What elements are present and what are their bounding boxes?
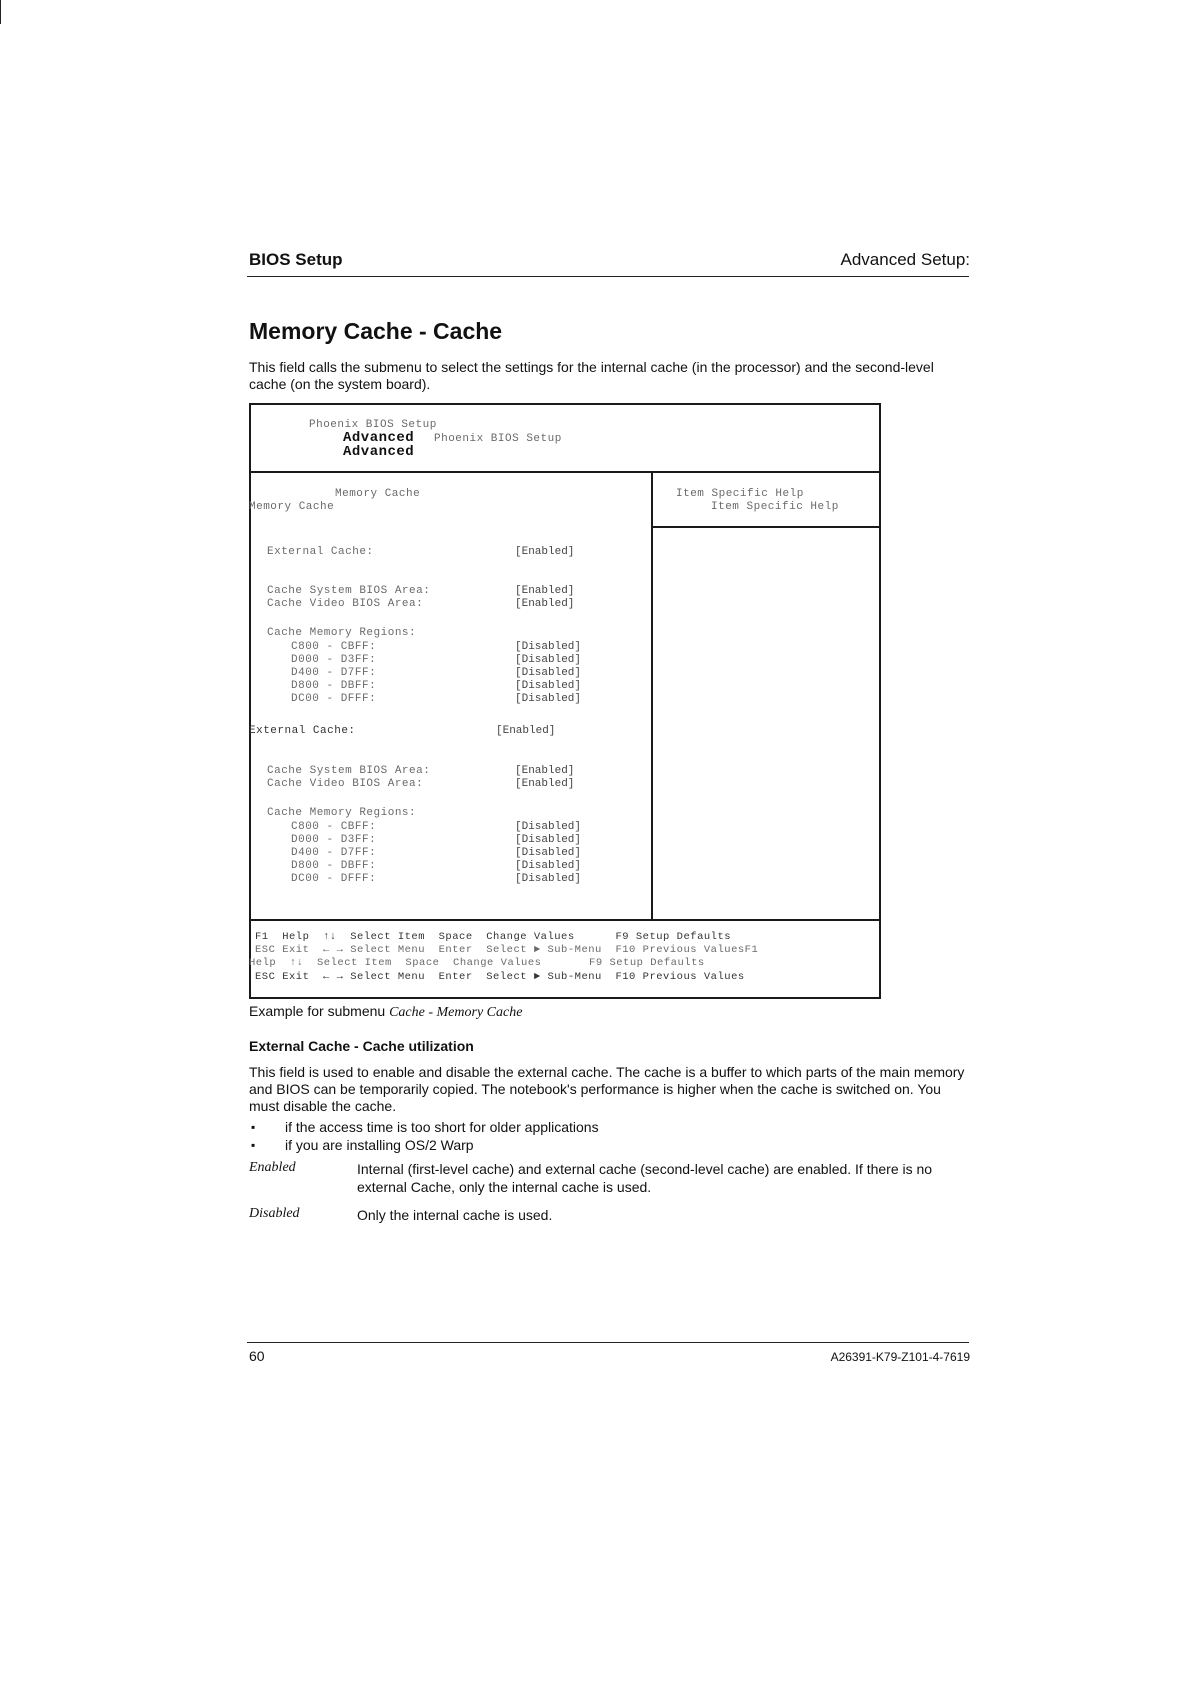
bios-region-range: D800 - DBFF:: [291, 680, 377, 692]
bios-cache-system-bios-value[interactable]: [Enabled]: [515, 765, 575, 777]
bios-help-header: Item Specific Help: [676, 488, 804, 500]
bios-cache-video-bios-value[interactable]: [Enabled]: [515, 778, 575, 790]
bios-cache-system-bios-label: Cache System BIOS Area:: [267, 765, 431, 777]
bios-key-legend-line: ESC Exit ← → Select Menu Enter Select ► Sub-Menu F10 Previous ValuesF1: [255, 944, 759, 956]
bios-external-cache-label: External Cache:: [249, 725, 356, 737]
bios-cache-video-bios-label: Cache Video BIOS Area:: [267, 598, 424, 610]
footer-rule: [247, 1342, 969, 1343]
bios-region-range: C800 - CBFF:: [291, 641, 377, 653]
bios-region-value[interactable]: [Disabled]: [515, 667, 582, 679]
bios-region-range: D400 - D7FF:: [291, 667, 377, 679]
bios-region-range: DC00 - DFFF:: [291, 693, 377, 705]
section-title: Memory Cache - Cache: [249, 318, 503, 344]
bios-tab-advanced: Advanced: [343, 430, 415, 446]
intro-paragraph: This field calls the submenu to select the settings for the internal cache (in the processor) and the second-level cache (on the system board).: [249, 359, 934, 392]
bios-column-divider: [651, 471, 653, 919]
running-header-left: BIOS Setup: [249, 250, 343, 269]
bios-region-range: D000 - D3FF:: [291, 654, 377, 666]
bios-cache-video-bios-label: Cache Video BIOS Area:: [267, 778, 424, 790]
caption-italic: Cache - Memory Cache: [389, 1005, 523, 1020]
body-paragraph: This field is used to enable and disable the external cache. The cache is a buffer to which parts of the main memory and BIOS can be temporarily copied. The notebook's performance is higher when the cache is switched on. You must disable the cache.: [249, 1064, 965, 1114]
bios-help-divider: [651, 526, 881, 528]
bios-region-range: D000 - D3FF:: [291, 834, 377, 846]
bios-cache-system-bios-value[interactable]: [Enabled]: [515, 585, 575, 597]
page-number: 60: [249, 1348, 265, 1364]
bios-cache-video-bios-value[interactable]: [Enabled]: [515, 598, 575, 610]
option-term-disabled: Disabled: [249, 1206, 300, 1221]
bios-cache-system-bios-label: Cache System BIOS Area:: [267, 585, 431, 597]
bios-external-cache-value[interactable]: [Enabled]: [496, 725, 556, 737]
bios-submenu-title: Memory Cache: [335, 488, 421, 500]
bullet-item: ▪ if you are installing OS/2 Warp: [249, 1136, 949, 1154]
bios-key-legend-line: ESC Exit ← → Select Menu Enter Select ► Sub-Menu F10 Previous Values: [255, 971, 745, 983]
bios-region-value[interactable]: [Disabled]: [515, 847, 582, 859]
running-header-right: Advanced Setup:: [840, 250, 970, 269]
header-rule: [247, 276, 969, 277]
bios-external-cache-value[interactable]: [Enabled]: [515, 546, 575, 558]
bios-tab-advanced-dup: Advanced: [343, 444, 415, 460]
bios-region-value[interactable]: [Disabled]: [515, 680, 582, 692]
page-edge-mark: [0, 0, 1, 24]
bios-key-legend-line: Help ↑↓ Select Item Space Change Values F9 Setup Defaults: [249, 957, 705, 969]
subsection-title: External Cache - Cache utilization: [249, 1038, 474, 1054]
bios-cache-regions-label: Cache Memory Regions:: [267, 627, 417, 639]
bios-region-value[interactable]: [Disabled]: [515, 860, 582, 872]
bullet-list: [249, 1118, 949, 1154]
bios-region-value[interactable]: [Disabled]: [515, 693, 582, 705]
bios-keys-divider: [251, 919, 879, 921]
bios-region-value[interactable]: [Disabled]: [515, 654, 582, 666]
bios-region-range: D400 - D7FF:: [291, 847, 377, 859]
bios-title-line: Phoenix BIOS Setup: [309, 419, 437, 431]
bios-region-value[interactable]: [Disabled]: [515, 821, 582, 833]
bios-region-value[interactable]: [Disabled]: [515, 641, 582, 653]
bios-title-divider: [251, 471, 879, 473]
bios-cache-regions-label: Cache Memory Regions:: [267, 807, 417, 819]
bios-region-value[interactable]: [Disabled]: [515, 873, 582, 885]
bullet-item: ▪ if the access time is too short for older applications: [249, 1118, 949, 1136]
bios-region-range: DC00 - DFFF:: [291, 873, 377, 885]
bios-key-legend-line: F1 Help ↑↓ Select Item Space Change Values F9 Setup Defaults: [255, 931, 732, 943]
bios-region-range: C800 - CBFF:: [291, 821, 377, 833]
option-desc-enabled: Internal (first-level cache) and external cache (second-level cache) are enabled. If there is no external Cache, only the internal cache is used.: [357, 1161, 933, 1195]
document-id: A26391-K79-Z101-4-7619: [830, 1350, 970, 1364]
bios-region-value[interactable]: [Disabled]: [515, 834, 582, 846]
bios-title-overlap: Phoenix BIOS Setup: [434, 433, 562, 445]
bios-help-header-dup: Item Specific Help: [711, 501, 839, 513]
option-term-enabled: Enabled: [249, 1160, 296, 1175]
figure-caption: [249, 1003, 522, 1021]
bios-region-range: D800 - DBFF:: [291, 860, 377, 872]
bios-screen-figure: [249, 403, 881, 999]
option-desc-disabled: Only the internal cache is used.: [357, 1207, 553, 1223]
caption-prefix: Example for submenu: [249, 1003, 386, 1019]
bios-external-cache-label: External Cache:: [267, 546, 374, 558]
bios-submenu-title-dup: Memory Cache: [249, 501, 335, 513]
